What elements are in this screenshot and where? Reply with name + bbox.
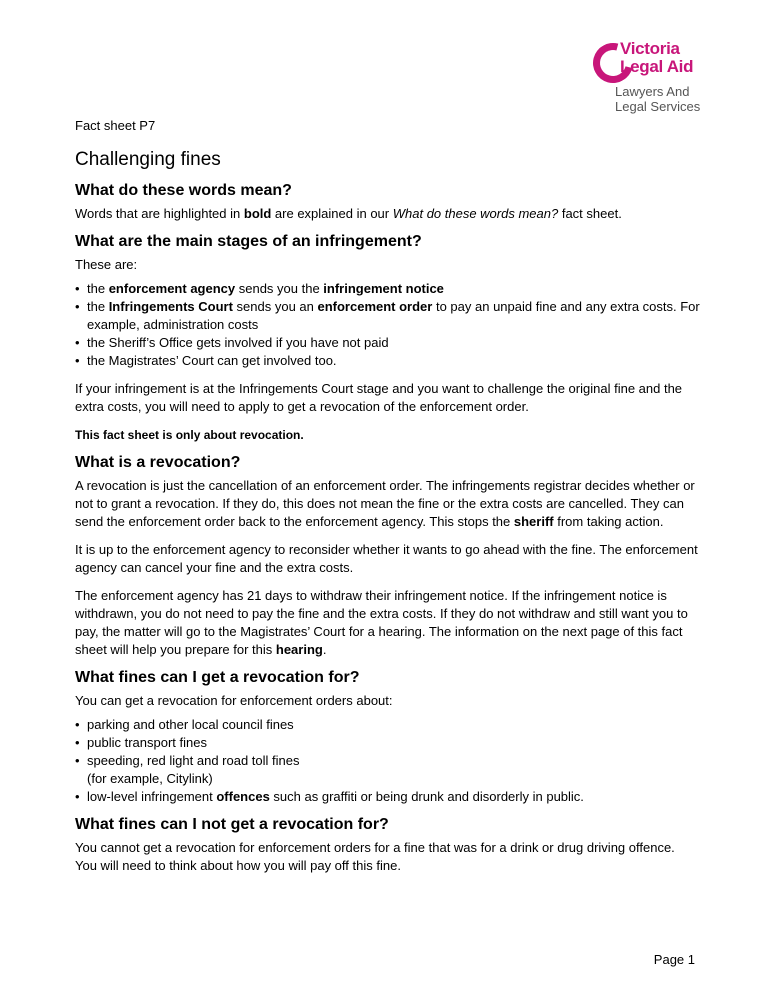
list-item <box>75 788 700 806</box>
ineligible-paragraph: You cannot get a revocation for enforcement orders for a fine that was for a drink or drug driving offence. You will need to think about how you will pay off this fine. <box>75 840 675 873</box>
list-item: • public transport fines <box>75 734 700 752</box>
section-words-paragraph <box>75 205 700 223</box>
text-run: are explained in our <box>271 206 393 221</box>
section-heading-revocation: What is a revocation? <box>75 454 241 471</box>
list-item <box>75 752 700 788</box>
list-item: • parking and other local council fines <box>75 716 700 734</box>
text-run: sends you the <box>235 281 324 296</box>
stages-paragraph: If your infringement is at the Infringements Court stage and you want to challenge the original fine and the extra costs, you will need to apply to get a revocation of the enforcement order. <box>75 381 683 414</box>
scope-note: This fact sheet is only about revocation. <box>75 428 304 442</box>
stages-list <box>75 280 700 370</box>
stages-intro: These are: <box>75 257 138 272</box>
bold-term: sheriff <box>513 514 554 529</box>
text-run: such as graffiti or being drunk and disorderly in public. <box>269 789 584 804</box>
text-run: The enforcement agency has 21 days to withdraw their infringement notice. If the infringement notice is withdrawn, you do not need to pay the fine and the extra costs. If they do not withdraw and still want you to pay, the matter will go to the Magistrates’ Court for a hearing. The information on the next page of this fact sheet will help you prepare for this <box>75 588 688 657</box>
text-run: fact sheet. <box>558 206 622 221</box>
page-title: Challenging fines <box>75 149 221 170</box>
revocation-paragraph-1 <box>75 477 700 531</box>
text-run: . <box>322 642 327 657</box>
victoria-legal-aid-logo <box>590 40 710 120</box>
list-item: • the Sheriff’s Office gets involved if you have not paid <box>75 334 700 352</box>
section-heading-words: What do these words mean? <box>75 182 292 199</box>
text-run: from taking action. <box>553 514 664 529</box>
list-item <box>75 280 700 298</box>
logo-name <box>620 40 693 76</box>
text-run: the <box>87 299 109 314</box>
revocation-paragraph-3 <box>75 587 700 659</box>
logo-name-line2: Legal Aid <box>620 57 694 76</box>
text-run: speeding, red light and road toll fines <box>87 753 300 768</box>
text-run: Words that are highlighted in <box>75 206 244 221</box>
page-number: Page 1 <box>653 952 695 967</box>
bold-term: hearing <box>275 642 323 657</box>
bold-term: enforcement order <box>317 299 433 314</box>
revocation-paragraph-2: It is up to the enforcement agency to reconsider whether it wants to go ahead with the fine. The enforcement agency can cancel your fine and the extra costs. <box>75 542 698 575</box>
section-heading-eligible-fines: What fines can I get a revocation for? <box>75 669 360 686</box>
fact-sheet-reference: What do these words mean? <box>392 206 559 221</box>
logo-tagline <box>615 84 700 114</box>
list-item <box>75 298 700 334</box>
bold-term: Infringements Court <box>108 299 233 314</box>
text-run: (for example, Citylink) <box>87 771 213 786</box>
logo-name-line1: Victoria <box>620 39 680 58</box>
document-body <box>75 118 700 885</box>
eligible-fines-list <box>75 716 700 806</box>
list-item: • the Magistrates’ Court can get involved too. <box>75 352 700 370</box>
text-run: A revocation is just the cancellation of an enforcement order. The infringements registrar decides whether or not to grant a revocation. If they do, this does not mean the fine or the extra costs are cancelled. They can send the enforcement order back to the enforcement agency. This stops the <box>75 478 695 529</box>
text-run: to pay an unpaid fine and any extra costs. For example, administration costs <box>87 299 700 332</box>
text-run: low-level infringement <box>87 789 217 804</box>
logo-tagline-line1: Lawyers And <box>615 84 690 99</box>
bold-term: bold <box>243 206 272 221</box>
section-heading-ineligible-fines: What fines can I not get a revocation for? <box>75 816 389 833</box>
bold-term: infringement notice <box>323 281 444 296</box>
eligible-intro: You can get a revocation for enforcement orders about: <box>75 693 393 708</box>
bold-term: enforcement agency <box>108 281 236 296</box>
section-heading-stages: What are the main stages of an infringement? <box>75 233 422 250</box>
logo-tagline-line2: Legal Services <box>615 99 701 114</box>
text-run: sends you an <box>232 299 318 314</box>
fact-sheet-label: Fact sheet P7 <box>75 118 156 133</box>
bold-term: offences <box>216 789 270 804</box>
text-run: the <box>87 281 109 296</box>
